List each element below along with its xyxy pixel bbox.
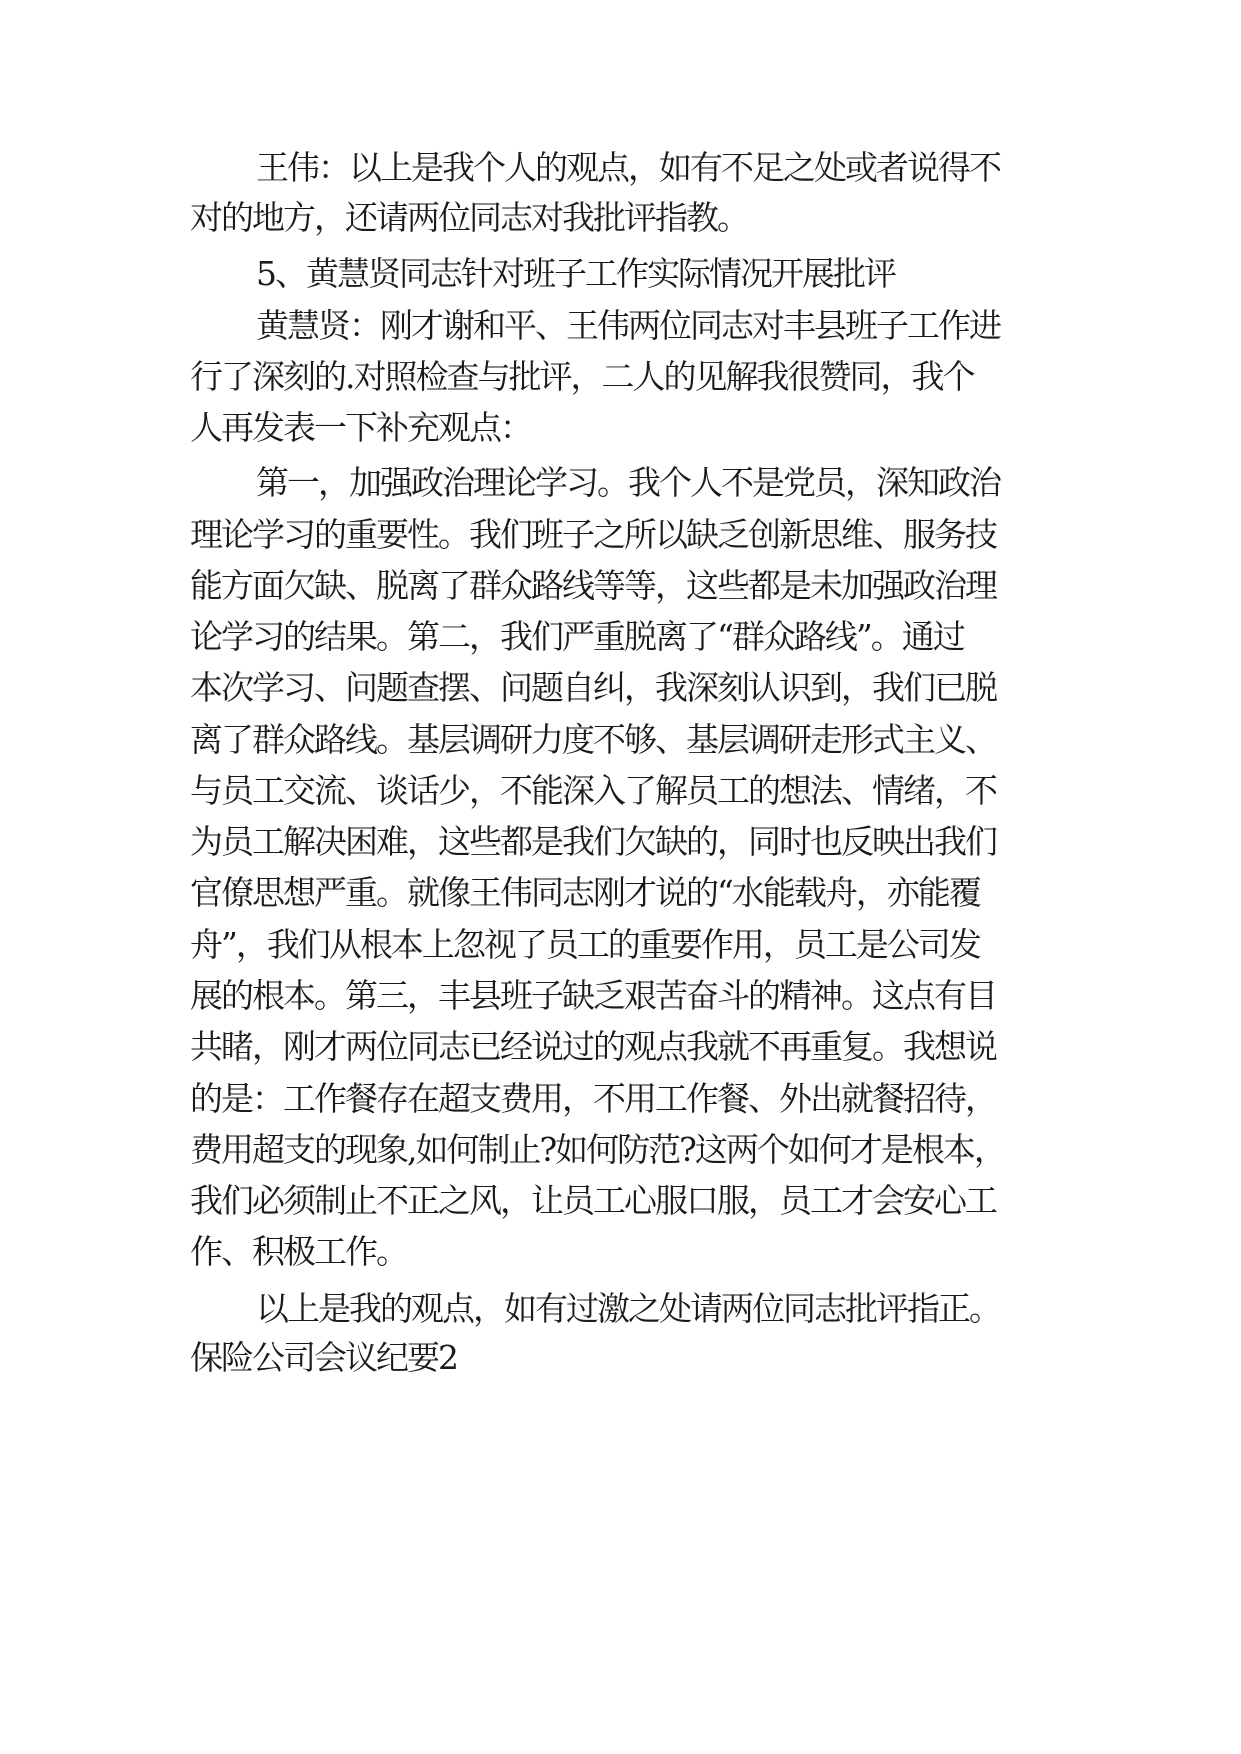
- text-line: 论学习的结果。第二，我们严重脱离了“群众路线”。通过: [190, 617, 964, 656]
- text-line: 本次学习、问题查摆、问题自纠，我深刻认识到，我们已脱: [190, 668, 996, 707]
- text-line: 行了深刻的.对照检查与批评，二人的见解我很赞同，我个: [190, 357, 974, 396]
- text-line: 对的地方，还请两位同志对我批评指教。: [190, 198, 748, 237]
- text-line: 能方面欠缺、脱离了群众路线等等，这些都是未加强政治理: [190, 566, 996, 605]
- text-line: 理论学习的重要性。我们班子之所以缺乏创新思维、服务技: [190, 515, 996, 554]
- text-line: 官僚思想严重。就像王伟同志刚才说的“水能载舟，亦能覆: [190, 873, 980, 912]
- text-line: 作、积极工作。: [190, 1232, 407, 1271]
- text-line: 展的根本。第三，丰县班子缺乏艰苦奋斗的精神。这点有目: [190, 976, 996, 1015]
- text-line: 的是：工作餐存在超支费用，不用工作餐、外出就餐招待，: [190, 1079, 996, 1118]
- text-line: 舟”，我们从根本上忽视了员工的重要作用，员工是公司发: [190, 925, 980, 964]
- section-heading: 5、黄慧贤同志针对班子工作实际情况开展批评: [256, 254, 895, 293]
- text-line: 黄慧贤：刚才谢和平、王伟两位同志对丰县班子工作进: [256, 306, 1000, 345]
- text-line: 与员工交流、谈话少，不能深入了解员工的想法、情绪，不: [190, 771, 996, 810]
- document-title: 保险公司会议纪要2: [190, 1338, 457, 1377]
- text-line: 离了群众路线。基层调研力度不够、基层调研走形式主义、: [190, 720, 996, 759]
- text-line: 为员工解决困难，这些都是我们欠缺的，同时也反映出我们: [190, 822, 996, 861]
- text-line: 王伟：以上是我个人的观点，如有不足之处或者说得不: [256, 148, 1000, 187]
- text-line: 以上是我的观点，如有过激之处请两位同志批评指正。: [256, 1289, 1000, 1328]
- text-line: 人再发表一下补充观点：: [190, 408, 531, 447]
- text-line: 费用超支的现象,如何制止?如何防范?这两个如何才是根本，: [190, 1130, 1005, 1169]
- text-line: 共睹，刚才两位同志已经说过的观点我就不再重复。我想说: [190, 1027, 996, 1066]
- text-line: 我们必须制止不正之风，让员工心服口服，员工才会安心工: [190, 1181, 996, 1220]
- text-line: 第一，加强政治理论学习。我个人不是党员，深知政治: [256, 463, 1000, 502]
